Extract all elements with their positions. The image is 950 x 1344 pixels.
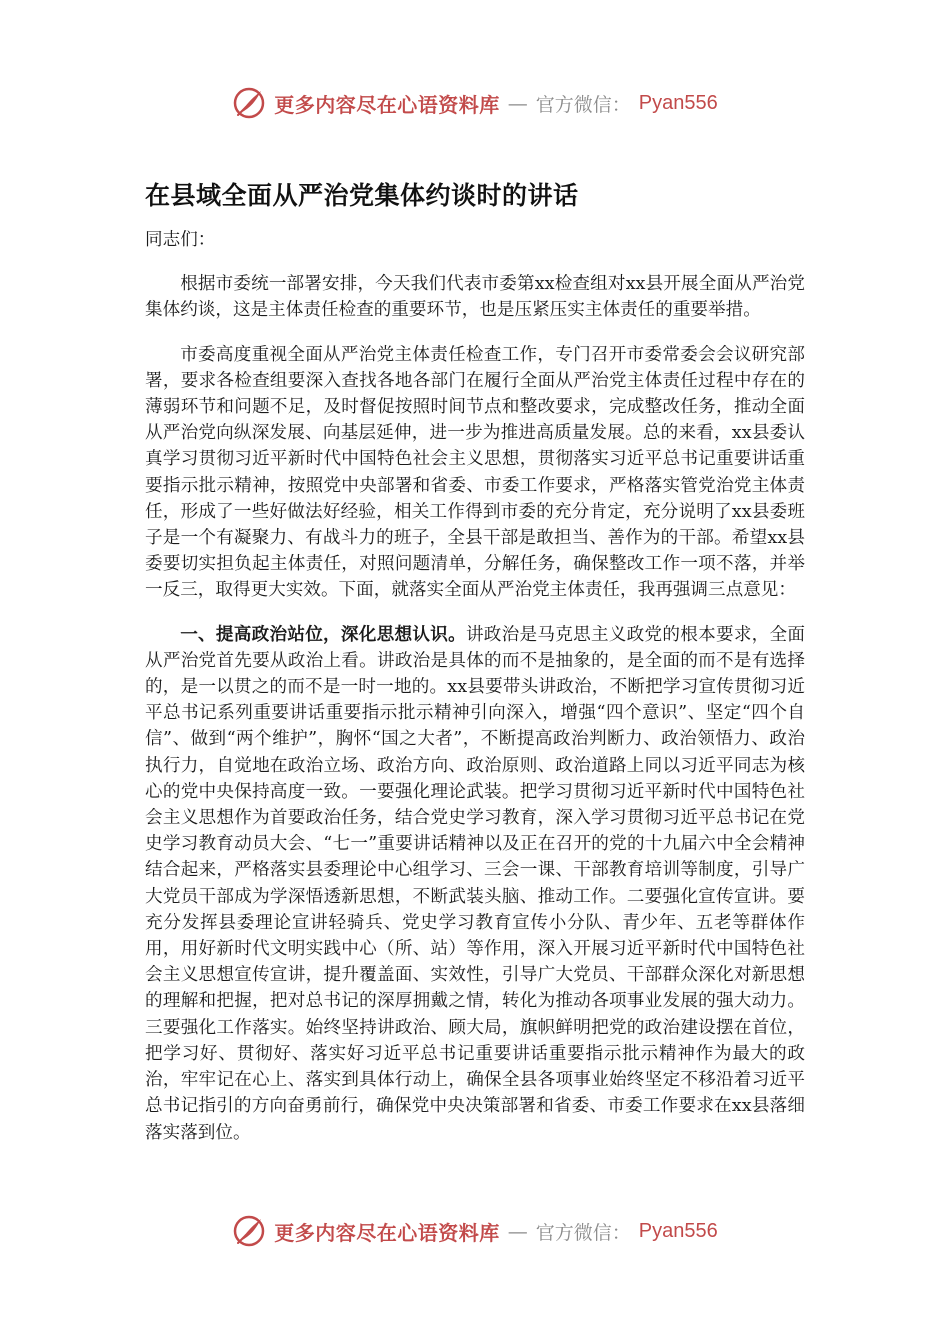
quill-logo-icon [232,86,266,120]
paragraph-overview: 市委高度重视全面从严治党主体责任检查工作，专门召开市委常委会会议研究部署，要求各检查组要深入查找各地各部门在履行全面从严治党主体责任过程中存在的薄弱环节和问题不足，及时督促按照时间节点和整改要求，完成整改任务，推动全面从严治党向纵深发展、向基层延伸，进一步为推进高质量发展。总的来看，xx县委认真学习贯彻习近平新时代中国特色社会主义思想，贯彻落实习近平总书记重要讲话重要指示批示精神，按照党中央部署和省委、市委工作要求，严格落实管党治党主体责任，形成了一些好做法好经验，相关工作得到市委的充分肯定，充分说明了xx县委班子是一个有凝聚力、有战斗力的班子，全县干部是敢担当、善作为的干部。希望xx县委要切实担负起主体责任，对照问题清单，分解任务，确保整改工作一项不落，并举一反三，取得更大实效。下面，就落实全面从严治党主体责任，我再强调三点意见： [145,344,805,601]
greeting: 同志们： [145,230,216,250]
watermark-banner-bottom [0,1209,950,1253]
quill-logo-icon [232,1214,266,1248]
watermark-contact-label: 官方微信： [535,93,631,116]
paragraph-section-1 [145,622,805,1146]
section-1-heading: 一、提高政治站位，深化思想认识。 [180,624,466,645]
watermark-brand: 更多内容尽在心语资料库 [274,92,500,117]
watermark-banner-top [0,81,950,125]
watermark-contact-label: 官方微信： [535,1221,631,1244]
watermark-brand: 更多内容尽在心语资料库 [274,1220,500,1245]
document-body [145,227,805,1164]
watermark-wechat-id: Pyan556 [638,1219,718,1242]
document-title: 在县域全面从严治党集体约谈时的讲话 [145,181,579,210]
section-1-body: 讲政治是马克思主义政党的根本要求，全面从严治党首先要从政治上看。讲政治是具体的而不是抽象的，是全面的而不是有选择的，是一以贯之的而不是一时一地的。xx县要带头讲政治，不断把学习宣传贯彻习近平总书记系列重要讲话重要指示批示精神引向深入，增强“四个意识”、坚定“四个自信”、做到“两个维护”，胸怀“国之大者”，不断提高政治判断力、政治领悟力、政治执行力，自觉地在政治立场、政治方向、政治原则、政治道路上同以习近平同志为核心的党中央保持高度一致。一要强化理论武装。把学习贯彻习近平新时代中国特色社会主义思想作为首要政治任务，结合党史学习教育，深入学习贯彻习近平总书记在党史学习教育动员大会、“七一”重要讲话精神以及正在召开的党的十九届六中全会精神结合起来，严格落实县委理论中心组学习、三会一课、干部教育培训等制度，引导广大党员干部成为学深悟透新思想，不断武装头脑、推动工作。二要强化宣传宣讲。要充分发挥县委理论宣讲轻骑兵、党史学习教育宣传小分队、青少年、五老等群体作用，用好新时代文明实践中心（所、站）等作用，深入开展习近平新时代中国特色社会主义思想宣传宣讲，提升覆盖面、实效性，引导广大党员、干部群众深化对新思想的理解和把握，把对总书记的深厚拥戴之情，转化为推动各项事业发展的强大动力。三要强化工作落实。始终坚持讲政治、顾大局，旗帜鲜明把党的政治建设摆在首位，把学习好、贯彻好、落实好习近平总书记重要讲话重要指示批示精神作为最大的政治，牢牢记在心上、落实到具体行动上，确保全县各项事业始终坚定不移沿着习近平总书记指引的方向奋勇前行，确保党中央决策部署和省委、市委工作要求在xx县落细落实落到位。 [145,624,805,1143]
watermark-separator: — [507,91,528,115]
watermark-separator: — [507,1219,528,1243]
paragraph-intro: 根据市委统一部署安排，今天我们代表市委第xx检查组对xx县开展全面从严治党集体约谈，这是主体责任检查的重要环节，也是压紧压实主体责任的重要举措。 [145,274,805,321]
watermark-wechat-id: Pyan556 [638,91,718,114]
